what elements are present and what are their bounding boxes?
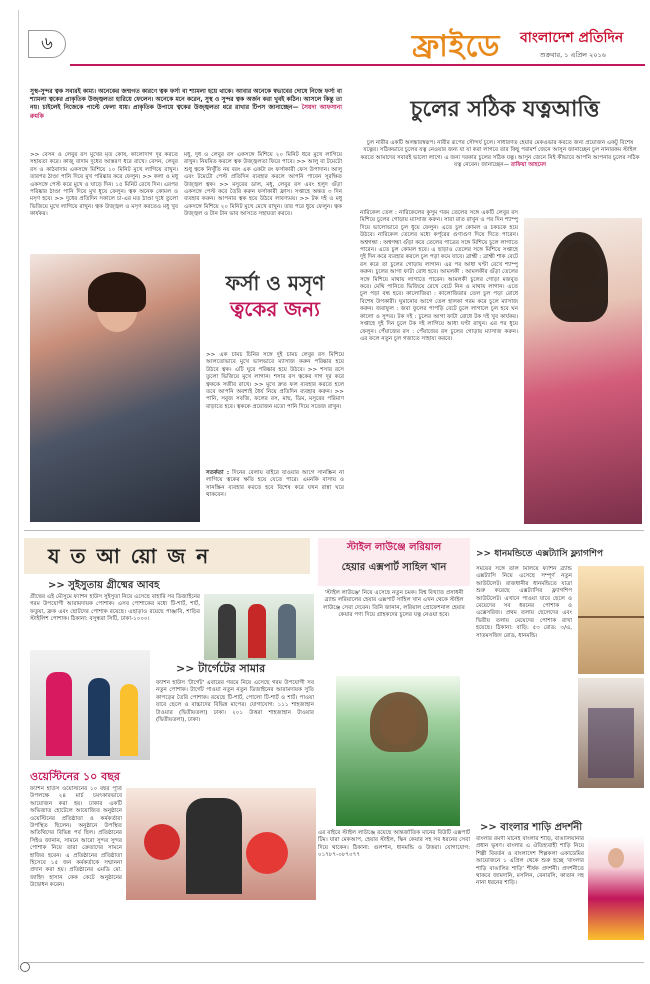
saree-model-face — [608, 848, 624, 868]
skin-col-3: >> এক চামচ চিনির সঙ্গে দুই চামচ লেবুর রস মিশিয়ে আলতোভাবে মুখে ভালভাবে ম্যাসাজ করুন পরিষ্কার হয়ে উঠবে ত্বক। এটি ঘুরে পরিষ্কার হয়ে উঠবে। >> শসার রসে তুলো ভিজিয়ে মুখে লাগান। শসার রস ত্বকের দাগ দূর করে ত্বককে সজীব রাখে। >> মুখে দ্রুত ফল ব্যবহার করতে হলে তবে আপনি অবশ্যই ধৈর্য নিয়ে প্রতিদিন ব্যবহার করুন। >> পানি, সবুজ সবজি, ফলের রস, মাছ, ডিম, মসুরের পরিমাণ বাড়াতে হবে। ত্বককে প্রয়োজন মতো পানি দিয়ে সতেজ রাখুন। — [206, 352, 344, 410]
hair-intro-text: চুল নারীর একটি অলঙ্কারস্বরূপ। নারীর রূপের সৌন্দর্য চুলে। সাধারণত হেয়ার মেকওভার করতে জন্য প্রয়োজন একটু বিশেষ যত্নের। সঠিকভাবে চুলের যত্ন নেওয়ার জন্য যা যা করা লাগবে তার কিছু পরামর্শ জেনে আসুন জানাচ্ছেন চুল নানারকম স্টাইল করতে আমাদের সবারই ভালো লাগে। এ জন্য দরকার চুলের সঠিক যত্ন। আসুন জেনে নিই কীভাবে আপনি আপনার চুলের সঠিক যত্ন নেবেন। জানাচ্ছেন— — [360, 140, 640, 169]
saree-text: বাংলার রমণী মানেই বাংলার শাড়ি, বাঙালিয়ানার প্রধান ভূষণ। বাংলার এ ঐতিহ্যবাহী শাড়ি নিয়ে শিল্পী বিবর্তন ও বাংলাদেশ শিল্পকলা একাডেমির আয়োজনে ১ এপ্রিল থেকে শুরু হচ্ছে 'বাংলার শাড়ি বাঙালির শাড়ি' শীর্ষক প্রদর্শনী। প্রদর্শনীতে থাকবে জামদানি, মসলিন, বেনারসি, কাতান সহ নানা ধরনের শাড়ি। — [476, 836, 584, 887]
skin-title-line-2: ত্বকের জন্য — [230, 297, 320, 321]
lounge-text-2: এর বাইরে স্টাইল লাউঞ্জে রয়েছে আন্তর্জাতিক মানের বিউটি এক্সপার্ট টিম। যারা মেকআপ, হেয়ার স্টাইল, স্কিন কেয়ার সহ সব ধরনের সেবা দিয়ে থাকেন। ঠিকানা: গুলশান, ধানমন্ডি ও উত্তরা। যোগাযোগ: ০১৭৮৭-০৮৭০৭৭ — [318, 830, 470, 859]
skin-article-title — [210, 270, 340, 340]
dhanmondi-photo-2 — [578, 678, 644, 788]
dhanmondi-text: সময়ের সঙ্গে তাল মিলিয়ে ফ্যাশন ব্র্যান্ড এক্সট্যাসি নিয়ে এসেছে সম্পূর্ণ নতুন আউটলেট। রাজধানীর ধানমন্ডিতে যাত্রা শুরু করেছে এক্সট্যাসির ফ্ল্যাগশিপ আউটলেট। এখানে পাওয়া যাবে ছেলে ও মেয়েদের সব ধরনের পোশাক ও এক্সেসরিজ। প্রথম তলায় ছেলেদের এবং দ্বিতীয় তলায় মেয়েদের পোশাক রাখা হয়েছে। ঠিকানা: বাড়ি: ৫৩ রোড: ৩/এ, সাতমসজিদ রোড, ধানমন্ডি। — [476, 566, 572, 639]
targets-model-2 — [88, 678, 110, 756]
dhanmondi-rack — [588, 708, 634, 778]
hair-body: নারিকেল তেল : নারিকেলের কুসুম গরম তেলের সঙ্গে একটি লেবুর রস মিশিয়ে চুলের গোড়ায় ম্যাসাজ করুন। সারা রাত রাখুন ও পর দিন শ্যাম্পু দিয়ে ভালোভাবে চুল ধুয়ে ফেলুন। এতে চুল কোমল ও চকচকে হয়ে উঠবে। নারিকেল তেলের মধ্যে কর্পূরের গুণাগুণ দিয়ে দিতে পারেন। অশ্বগন্ধা : অশ্বগন্ধা গুঁড়া করে তেলের পাত্রের সঙ্গে মিশিয়ে চুলে লাগাতে পারেন। এতে চুল কোমল হবে। এ ছাড়াও তেলের সঙ্গে মিশিয়ে সপ্তাহে দুই দিন করে ব্যবহার করলে চুল পড়া কমে যাবে। ব্রাহ্মী : ব্রাহ্মী শাক বেটে রস করে তা চুলের গোড়ায় লাগান। এর পর আধা ঘণ্টা রেখে শ্যাম্পু করুন। চুলের আগা ফাটা রোধ হবে। আমলকী : আমলকীর গুঁড়া তেলের সঙ্গে মিশিয়ে মাথায় লাগাতে পারেন। আমলকী চুলের গোড়া মজবুত করে। মেথি পানিতে ভিজিয়ে রেখে বেটে নিন ও মাথায় লাগান। এতে চুল পড়া বন্ধ হবে। কালোজিরা : কালোজিরার তেল চুল পড়া রোধে বিশেষ উপকারী। ঘুমানোর আগে তেল হালকা গরম করে চুলে ম্যাসাজ করুন। জবাফুল : জবা ফুলের পাপড়ি বেটে চুলে লাগালে চুল হবে ঘন কালো ও সুন্দর। টক দই : চুলের আগা ফাটা রোধে টক দই খুব কার্যকর। সপ্তাহে দুই দিন চুলে টক দই লাগিয়ে আধা ঘণ্টা রাখুন। এর পর ধুয়ে ফেলুন। পেঁয়াজের রস : পেঁয়াজের রস চুলের গোড়ায় ম্যাসাজ করুন। এর ফলে নতুন চুল গজাতে সাহায্য করবে। — [360, 210, 518, 342]
registration-mark-icon — [20, 962, 30, 972]
westin-flowers-1 — [144, 824, 180, 860]
issue-date: শুক্রবার, ১ এপ্রিল ২০১৬ — [540, 51, 606, 59]
skin-warning-label: সতর্কতা : — [206, 470, 230, 476]
lounge-title-line-2: হেয়ার এক্সপার্ট সাহিল খান — [341, 562, 447, 573]
events-header — [24, 538, 310, 574]
newspaper-logo: বাংলাদেশ প্রতিদিন — [520, 30, 624, 46]
header-rule — [70, 64, 645, 66]
skin-warning-text: দিনের বেলায় বাইরে যাওয়ার আগে সানস্ক্রিন না লাগিয়ে ত্বকের ক্ষতি হয়ে যেতে পারে। এমনকি বাসায় ও সানস্ক্রিন ব্যবহার করতে হবে বিশেষ করে যখন রান্না ঘরে থাকবেন। — [206, 470, 345, 499]
dhanmondi-footer — [476, 794, 644, 814]
targets-title: >> টার্গেটের সামার — [176, 662, 266, 675]
model-hair — [88, 272, 146, 312]
model-hair-hair — [550, 232, 608, 322]
lounge-title-line-1: স্টাইল লাউঞ্জে লরিয়াল — [346, 542, 442, 553]
westin-people — [186, 798, 242, 894]
saree-title: >> বাংলার শাড়ি প্রদর্শনী — [480, 822, 583, 833]
summer-model-2 — [248, 604, 266, 658]
bottom-rule — [24, 962, 644, 963]
skin-intro-author: সৈয়দা আফসানা রুমকি — [30, 104, 342, 120]
skin-warning — [206, 470, 344, 524]
saree-photo — [588, 836, 644, 940]
hair-article-title: চুলের সঠিক যত্নআত্তি — [410, 96, 600, 122]
summer-text: গ্রীষ্মের এই মৌসুমে ফ্যাশন হাউস সুইসুতা নিয়ে এসেছে বাহারি সব ডিজাইনের গরম উপযোগী আরামদায়ক পোশাক। এসব পোশাকের মধ্যে টি-শার্ট, শার্ট, ফতুয়া, ফ্রক এবং ছোটদের পোশাক রয়েছে। এছাড়াও রয়েছে পাঞ্জাবি, শাড়ির স্টাইলিশ পোশাক। ঠিকানা: বসুন্ধরা সিটি, ঢাকা-১০০০। — [30, 594, 200, 623]
lounge-model-hair — [370, 692, 428, 752]
westin-text-top: ফ্যাশন হাউস ওয়েস্টিনের ১০ বছর পূর্তি উপলক্ষে ২৪ মার্চ চমৎকারভাবে আয়োজন করা হয়। ঢাকার একটি অভিজাত হোটেলে আয়োজিত অনুষ্ঠানে ওয়েস্টিনের প্রতিষ্ঠাতা ও কর্মকর্তারা উপস্থিত ছিলেন। অনুষ্ঠানে উপস্থিত অতিথিদের বিভিন্ন পর্ব ছিল। প্রতিষ্ঠানের সিইও জানান, সামনে আরো সুন্দর সুন্দর পোশাক নিয়ে তারা ক্রেতাদের সামনে হাজির হবেন। এ প্রতিষ্ঠানের প্রতিষ্ঠাতা হিসেবে ১৫ জন কর্মকর্তাকে সম্মাননা প্রদান করা হয়। প্রতিষ্ঠানের এমডি মো. জাহিদ হাসান কেক কেটে অনুষ্ঠানের উদ্বোধন করেন। — [30, 786, 122, 889]
westin-footer — [30, 904, 316, 934]
westin-title: ওয়েস্টিনের ১০ বছর — [30, 770, 120, 783]
dhanmondi-title: >> ধানমন্ডিতে এক্সট্যাসি ফ্ল্যাগশিপ — [476, 549, 603, 559]
events-header-text: য ত আ য়ো জ ন — [48, 544, 211, 568]
margin-rule — [18, 10, 19, 970]
targets-model-1 — [46, 672, 72, 756]
summer-model-3 — [278, 604, 296, 658]
hair-intro-author: রাফিয়া আহমেদ — [511, 162, 547, 169]
dhanmondi-photo-1 — [578, 566, 644, 674]
skin-title-line-1: ফর্সা ও মসৃণ — [225, 271, 325, 295]
dhanmondi-shelf — [578, 616, 644, 618]
summer-photo — [204, 594, 314, 660]
model-photo-saree — [30, 254, 200, 522]
hair-intro — [360, 140, 640, 206]
skin-col-1: >> বেসন ও লেবুর রস মুখের মৃত কোষ, কালোদাগ দূর করতে সহায়তা করে। কাজু বাদাম দুধের আস্তরণ ধরে রাখে। বেসন, লেবুর রস ও কাঠবাদাম একসঙ্গে মিশিয়ে ১০ মিনিট মুখে লাগিয়ে রাখুন। তারপর ঠাণ্ডা পানি দিয়ে মুখ পরিষ্কার করে ফেলুন। >> কলা ও মধু একসঙ্গে পেস্ট করে মুখে ও ঘাড়ে দিন। ১৫ মিনিট রেখে দিন। এরপর পরিষ্কার ঠাণ্ডা পানি দিয়ে মুখ ধুয়ে ফেলুন। ত্বক অনেক কোমল ও মসৃণ হবে। >> দুধের প্রতিদিন সকালে চা-এর মত ঠাণ্ডা দুধে তুলো ভিজিয়ে মুখে লাগিয়ে রাখুন। ত্বক উজ্জ্বল ও মসৃণ করতেও মধু খুব কার্যকর। — [30, 152, 178, 218]
targets-text: ফ্যাশন হাউস 'টার্গেট' এবারের গরমে নিয়ে এসেছে গরম উপযোগী সব নতুন পোশাক। টার্গেট পাওয়া নতুন নতুন ডিজাইনের আরামদায়ক সুতি কাপড়ের তৈরি পোশাক। রয়েছে টি-শার্ট, পোলো টি-শার্ট ও শার্ট। পাওয়া যাবে ছেলে ও বাচ্চাদের বিভিন্ন মাপের। যোগাযোগ: ১১১ শাহজাহান টাওয়ার (দ্বিতীয়তলা) ঢাকা। ২০১ উত্তরা শাহজাহান টাওয়ার (দ্বিতীয়তলা), ঢাকা। — [156, 680, 314, 724]
model-photo-hair — [524, 218, 642, 524]
lounge-photo — [336, 676, 460, 826]
skin-intro — [30, 88, 342, 146]
supplement-logo: ফ্রাইডে — [412, 29, 501, 64]
westin-photo — [126, 788, 316, 900]
section-divider — [24, 530, 644, 531]
westin-flowers-2 — [246, 832, 288, 874]
page-number: ৬ — [28, 30, 66, 58]
page-header — [0, 0, 650, 86]
skin-col-2: মধু, দুধ ও লেবুর রস একসঙ্গে মিশিয়ে ২০ মিনিট ধরে মুখে লাগিয়ে রাখুন। নিয়মিত করলে ত্বক উজ্জ্বলতা ফিরে পাবে। >> আলু বা টমেটো শুধু ত্বকে নিখুঁতি নয় বরং এক একটা রং ফর্সাকারী ফেস উপাদান। আলু এবং টমেটো পেস্ট প্রতিদিন ব্যবহার করলে আপনি পাবেন সুরক্ষিত উজ্জ্বল ত্বক। >> মসুরের ডাল, মধু, লেবুর রস এবং হলুদ গুঁড়া একসঙ্গে পেস্ট করে তৈরি করুন ফর্সাকারী ফ্রাস। সপ্তাহে অন্তত ৩ দিন ব্যবহার করুন। আপনার ত্বক হয়ে উঠবে লাবণ্যময়। >> টক দই ও মধু একসঙ্গে মিশিয়ে ২০ মিনিট মুখে মেখে রাখুন। তার পরে ধুয়ে ফেলুন। ত্বক উজ্জ্বল ও টান টান ভাব আসতে সহায়তা করবে। — [184, 152, 342, 218]
summer-title: >> সুইসুতায় গ্রীষ্মের আবহ — [48, 580, 160, 591]
targets-photo — [30, 650, 150, 760]
lounge-text: 'স্টাইল লাউঞ্জে' নিয়ে এসেছে নতুন চমক। বিশ্ব বিখ্যাত প্রসাধনী ব্র্যান্ড লরিয়ালের হেয়ার এক্সপার্ট সাহিল খান এখন থেকে স্টাইল লাউঞ্জে সেবা দেবেন। তিনি জানান, লরিয়াল প্রোফেশনাল হেয়ার কেয়ার পণ্য দিয়ে গ্রাহকদের চুলের যত্ন নেওয়া হবে। — [323, 590, 465, 619]
targets-model-3 — [120, 684, 138, 756]
skin-intro-text: সুস্থ-সুন্দর ত্বক সবারই কাম্য। অনেকের জন্মগত কারণে ত্বক ফর্সা বা শ্যামলা হয়ে থাকে। আবার অনেকে স্বভাবের দোষে নিজে ফর্সা বা শ্যামলা ত্বকের প্রাকৃতিক উজ্জ্বলতা হারিয়ে ফেলেন। অনেকে মনে করেন, সুস্থ ও সুন্দর ত্বক অর্জন করা খুবই কঠিন। আসলে কিন্তু তা নয়। চাইলেই নিজেকে পাল্টে ফেলা যায়। প্রাকৃতিক উপায়ে ত্বকের উজ্জ্বলতা ধরে রাখার টিপস জানাচ্ছেন— — [30, 88, 342, 112]
lounge-title — [318, 538, 470, 586]
summer-model-1 — [218, 604, 236, 658]
